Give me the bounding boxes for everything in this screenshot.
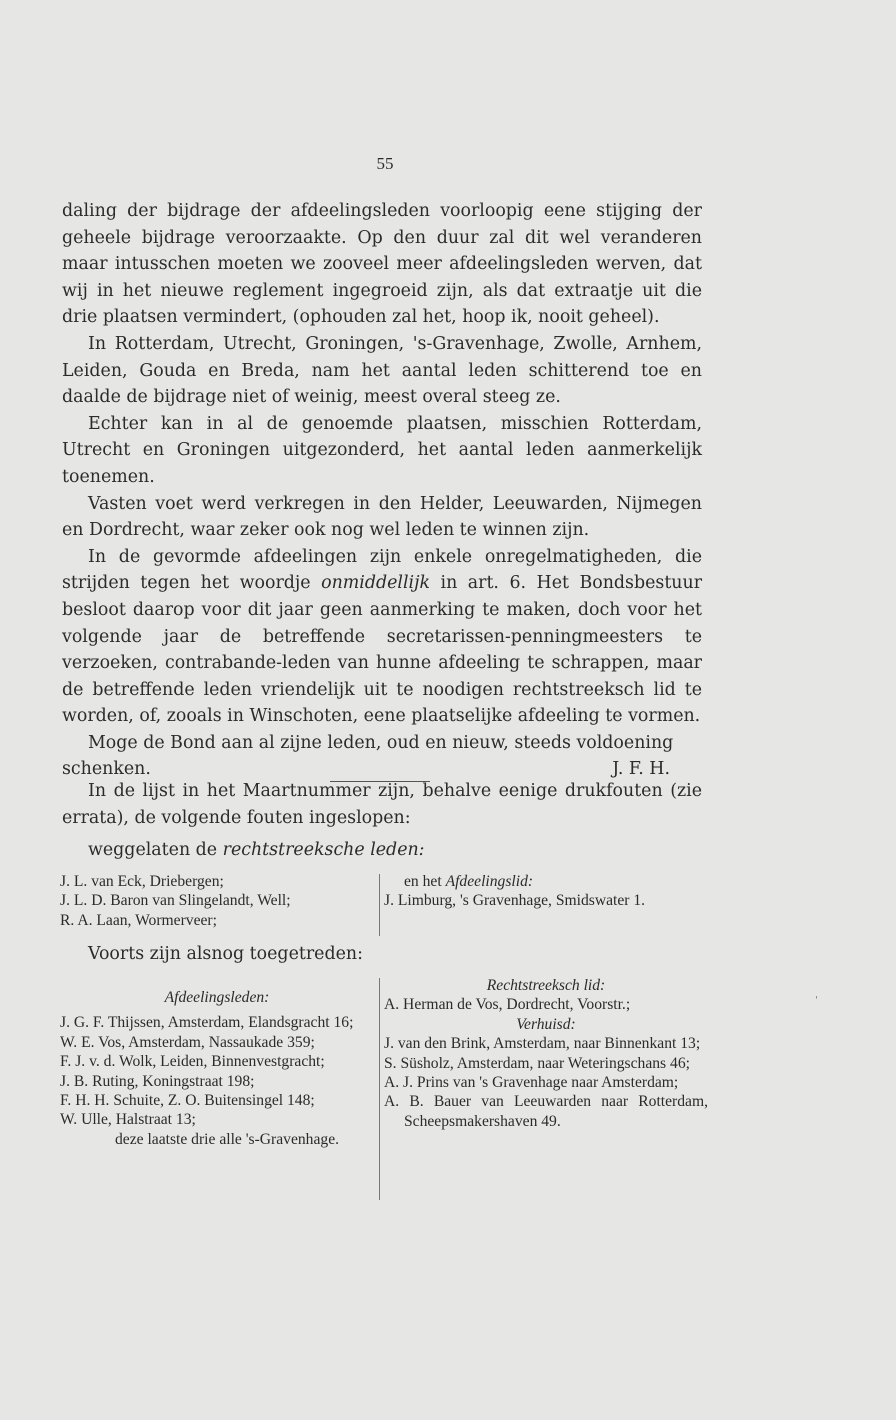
- paragraph-text: In de gevormde afdeelingen zijn enkele onregelmatigheden, die strijden tegen het woordje: [62, 546, 702, 594]
- paragraph: In Rotterdam, Utrecht, Groningen, 's-Gravenhage, Zwolle, Arnhem, Leiden, Gouda en Breda, nam het aantal leden schitterend toe en daalde de bijdrage niet of weinig, meest overal steeg ze.: [62, 333, 702, 408]
- omitted-em: rechtstreeksche leden:: [222, 840, 425, 861]
- direct-heading: Rechtstreeksch lid:: [486, 977, 606, 994]
- list-item: R. A. Laan, Wormerveer;: [60, 911, 217, 929]
- list-item: S. Süsholz, Amsterdam, naar Weteringschans 46;: [384, 1054, 690, 1072]
- errata-intro: In de lijst in het Maartnummer zijn, behalve eenige drukfouten (zie errata), de volgende fouten ingeslopen:: [62, 781, 702, 828]
- omitted-columns: [60, 872, 708, 936]
- omitted-prefix: weggelaten de: [88, 840, 218, 861]
- paragraph: Moge de Bond aan al zijne leden, oud en nieuw, steeds voldoening: [88, 732, 674, 753]
- direct-and-moved-list: [384, 976, 708, 1131]
- omitted-dept-list: [384, 872, 708, 911]
- moved-heading: Verhuisd:: [516, 1015, 576, 1033]
- list-item: A. J. Prins van 's Gravenhage naar Amsterdam;: [384, 1074, 679, 1092]
- dept-members-heading: Afdeelingsleden:: [164, 989, 270, 1006]
- paragraph: daling der bijdrage der afdeelingsleden voorloopig eene stijging der geheele bijdrage veroorzaakte. Op den duur zal dit wel veranderen maar intusschen moeten we zooveel meer afdeelingsleden werven, dat wij in het nieuwe reglement ingegroeid zijn, als dat extraatje uit die drie plaatsen vermindert, (ophouden zal het, hoop ik, nooit geheel).: [62, 201, 702, 328]
- list-item: F. H. H. Schuite, Z. O. Buitensingel 148;: [60, 1092, 315, 1110]
- dept-prefix: en het: [404, 873, 442, 890]
- scan-speck: ˈ: [815, 996, 818, 1007]
- errata-section: [62, 778, 702, 864]
- list-item: J. L. van Eck, Driebergen;: [60, 873, 224, 890]
- list-item: A. Herman de Vos, Dordrecht, Voorstr.;: [384, 996, 631, 1014]
- omitted-direct-list: [60, 872, 374, 930]
- dept-em: Afdeelingslid:: [445, 873, 534, 890]
- dept-members-list: [60, 976, 374, 1149]
- list-item: F. J. v. d. Wolk, Leiden, Binnenvestgracht;: [60, 1053, 325, 1071]
- list-item: J. B. Ruting, Koningstraat 198;: [60, 1072, 255, 1090]
- column-divider: [379, 978, 380, 1200]
- additions-heading: Voorts zijn alsnog toegetreden:: [88, 944, 363, 964]
- dept-note: deze laatste drie alle 's-Gravenhage.: [114, 1130, 340, 1148]
- paragraph: [62, 544, 702, 730]
- list-item: J. L. D. Baron van Slingelandt, Well;: [60, 892, 291, 910]
- emphasis: onmiddellijk: [321, 573, 431, 594]
- paragraph: Vasten voet werd verkregen in den Helder, Leeuwarden, Nijmegen en Dordrecht, waar zeker ook nog wel leden te winnen zijn.: [62, 493, 702, 541]
- column-divider: [379, 874, 380, 936]
- list-item: J. van den Brink, Amsterdam, naar Binnenkant 13;: [384, 1035, 701, 1053]
- signature: J. F. H.: [612, 759, 670, 780]
- paragraph-text: in art. 6. Het Bondsbestuur besloot daarop voor dit jaar geen aanmerking te maken, doch voor het volgende jaar de betreffende secretarissen-penningmeesters te verzoeken, contrabande-leden van hunne afdeeling te schrappen, maar de betreffende leden vriendelijk uit te noodigen rechtstreeksch lid te worden, of, zooals in Winschoten, eene plaatselijke afdeeling te vormen.: [62, 573, 703, 727]
- additions-columns: [60, 976, 708, 1200]
- omitted-heading: [62, 837, 702, 864]
- additions-heading-wrap: [62, 941, 702, 968]
- paragraph-end: schenken.: [62, 759, 151, 780]
- list-item: W. Ulle, Halstraat 13;: [60, 1111, 196, 1129]
- page-number: 55: [376, 154, 394, 173]
- omitted-dept-heading: [384, 872, 708, 891]
- list-item: J. G. F. Thijssen, Amsterdam, Elandsgracht 16;: [60, 1014, 354, 1032]
- article-body: [62, 198, 702, 783]
- list-item: A. B. Bauer van Leeuwarden naar Rotterdam, Scheepsmakershaven 49.: [384, 1093, 708, 1130]
- paragraph: Echter kan in al de genoemde plaatsen, misschien Rotterdam, Utrecht en Groningen uitgezonderd, het aantal leden aanmerkelijk toenemen.: [62, 413, 702, 487]
- list-item: W. E. Vos, Amsterdam, Nassaukade 359;: [60, 1033, 315, 1051]
- list-item: J. Limburg, 's Gravenhage, Smidswater 1.: [384, 892, 646, 910]
